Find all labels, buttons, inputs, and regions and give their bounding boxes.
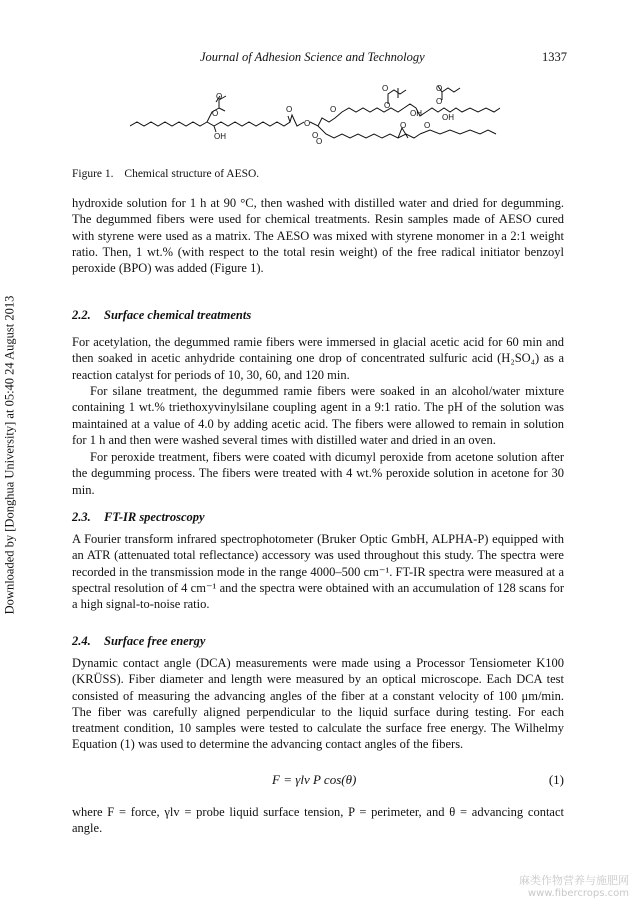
section-title: FT-IR spectroscopy (104, 510, 205, 524)
atom-label: O (304, 119, 311, 128)
section-number: 2.3. (72, 510, 91, 524)
running-head (72, 50, 567, 66)
figure-caption-label: Figure 1. (72, 168, 114, 180)
aeso-structure-diagram (130, 82, 500, 162)
atom-label: O (330, 105, 337, 114)
paragraph-ftir: A Fourier transform infrared spectrophotometer (Bruker Optic GmbH, ALPHA-P) equipped with an ATR (attenuated total reflectance) accessory was used throughout this study. The spectra were recorded in the transmission mode in the range 4000–500 cm⁻¹. FT-IR spectra were measured at a spectral resolution of 4 cm⁻¹ and the spectra were obtained with an accumulation of 128 scans for a high signal-to-noise ratio. (72, 532, 564, 612)
figure-caption-text: Chemical structure of AESO. (124, 168, 260, 180)
section-heading-2-2 (72, 308, 251, 323)
chemical-structure-figure (130, 82, 500, 162)
section-heading-2-3 (72, 510, 205, 525)
atom-label: O (424, 121, 431, 130)
section-number: 2.2. (72, 308, 91, 322)
section-number: 2.4. (72, 634, 91, 648)
atom-label: OH (442, 113, 454, 122)
download-notice-text: Downloaded by [Donghua University] at 05:40 24 August 2013 (2, 295, 17, 615)
page-number: 1337 (542, 50, 567, 64)
atom-label: O (216, 92, 223, 101)
paragraph-dca: Dynamic contact angle (DCA) measurements were made using a Processor Tensiometer K100 (KRÜSS). Fiber diameter and length were measured by an optical microscope. Each DCA test consisted of measuring the advancing angles of the fiber at a constant velocity of 100 μm/min. The fiber was carefully aligned perpendicular to the liquid surface during testing. For each treatment condition, 10 samples were tested to calculate the surface free energy. The Wilhelmy Equation (1) was used to determine the advancing contact angles of the fibers. (72, 656, 564, 752)
atom-label: OH (214, 132, 226, 141)
download-notice (2, 290, 18, 620)
atom-label: OH (410, 109, 422, 118)
atom-label: O (436, 84, 443, 93)
atom-label: O (212, 109, 219, 118)
atom-label: O (312, 131, 319, 140)
atom-label: O (382, 84, 389, 93)
paragraph-definitions: where F = force, γlv = probe liquid surface tension, P = perimeter, and θ = advancing contact angle. (72, 805, 564, 836)
paragraph-resin: hydroxide solution for 1 h at 90 °C, then washed with distilled water and dried for degumming. The degummed fibers were used for chemical treatments. Resin samples made of AESO cured with styrene were used as a matrix. The AESO was mixed with styrene monomer in a 2:1 weight ratio. Then, 1 wt.% (with respect to the total resin weight) of the free radical initiator benzoyl peroxide (BPO) was added (Figure 1). (72, 196, 564, 276)
watermark-url: www.fibercrops.com (527, 888, 629, 899)
section-title: Surface free energy (104, 634, 206, 648)
atom-label: O (316, 137, 323, 146)
section-heading-2-4 (72, 634, 205, 649)
atom-label: O (286, 105, 293, 114)
equation-formula: F = γlv P cos(θ) (272, 772, 357, 787)
figure-caption (72, 168, 259, 180)
watermark-line: 麻类作物营养与施肥网 (519, 874, 629, 887)
journal-name: Journal of Adhesion Science and Technology (200, 50, 425, 64)
paragraph-silane: For silane treatment, the degummed ramie fibers were soaked in an alcohol/water mixture containing 1 wt.% triethoxyvinylsilane coupling agent in a 9:1 ratio. The pH of the solution was maintained at a value of 4.0 by adding acetic acid. The fibers were allowed to remain in solution for 1 h and then were washed several times with distilled water and dried in an oven. (72, 384, 564, 447)
atom-label: O (436, 97, 443, 106)
wilhelmy-equation (72, 772, 564, 792)
equation-number: (1) (548, 772, 564, 787)
atom-label: O (384, 101, 391, 110)
site-watermark (519, 872, 629, 899)
paragraph-acetylation: For acetylation, the degummed ramie fibers were immersed in glacial acetic acid for 60 min and then soaked in acetic anhydride containing one drop of concentrated sulfuric acid (H₂SO₄) as a reaction catalyst for periods of 10, 30, 60, and 120 min. (72, 335, 564, 382)
paragraph-peroxide: For peroxide treatment, fibers were coated with dicumyl peroxide from acetone solution after the degumming process. The fibers were treated with 4 wt.% peroxide solution in acetone for 30 min. (72, 450, 564, 497)
section-title: Surface chemical treatments (104, 308, 252, 322)
atom-label: O (400, 121, 407, 130)
